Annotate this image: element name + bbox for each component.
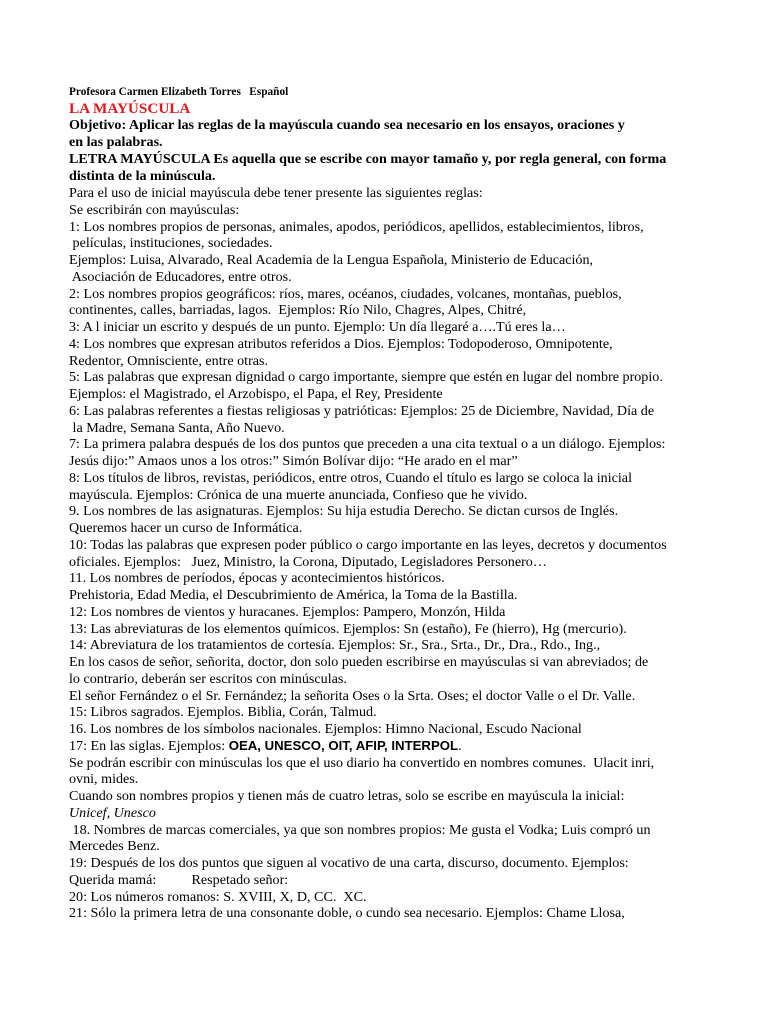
definition-line-2: distinta de la minúscula. bbox=[69, 168, 216, 184]
text-line: 2: Los nombres propios geográficos: ríos, mares, océanos, ciudades, volcanes, montañas, pueblos, bbox=[69, 285, 622, 302]
text-line: Querida mamá: Respetado señor: bbox=[69, 871, 289, 888]
siglas-acronyms: OEA, UNESCO, OIT, AFIP, INTERPOL bbox=[228, 737, 459, 753]
text-line: 3: A l iniciar un escrito y después de un punto. Ejemplo: Un día llegaré a….Tú eres la… bbox=[69, 319, 566, 335]
rules-body bbox=[69, 185, 749, 738]
text-line: Prehistoria, Edad Media, el Descubrimiento de América, la Toma de la Bastilla. bbox=[69, 587, 518, 603]
objective-line-1: Objetivo: Aplicar las reglas de la mayúscula cuando sea necesario en los ensayos, oraciones y bbox=[69, 117, 625, 133]
text-line: El señor Fernández o el Sr. Fernández; la señorita Oses o la Srta. Oses; el doctor Valle o el Dr. Valle. bbox=[69, 687, 636, 704]
text-line: En los casos de señor, señorita, doctor, don solo pueden escribirse en mayúsculas si van abreviados; de bbox=[69, 654, 649, 670]
text-line: la Madre, Semana Santa, Año Nuevo. bbox=[69, 419, 285, 436]
text-line: 12: Los nombres de vientos y huracanes. Ejemplos: Pampero, Monzón, Hilda bbox=[69, 603, 506, 620]
text-line: Jesús dijo:” Amaos unos a los otros:” Simón Bolívar dijo: “He arado en el mar” bbox=[69, 453, 518, 469]
text-line: Asociación de Educadores, entre otros. bbox=[69, 268, 292, 285]
text-line: Se escribirán con mayúsculas: bbox=[69, 201, 240, 218]
text-line: 5: Las palabras que expresan dignidad o cargo importante, siempre que estén en lugar del nombre propio. bbox=[69, 369, 663, 386]
text-line: Ejemplos: Luisa, Alvarado, Real Academia de la Lengua Española, Ministerio de Educación, bbox=[69, 252, 594, 268]
text-line: películas, instituciones, sociedades. bbox=[69, 235, 273, 252]
text-line: ovni, mides. bbox=[69, 771, 139, 788]
text-line: 16. Los nombres de los símbolos nacionales. Ejemplos: Himno Nacional, Escudo Nacional bbox=[69, 721, 582, 737]
text-line: 11. Los nombres de períodos, épocas y acontecimientos históricos. bbox=[69, 570, 445, 587]
rules-body-3 bbox=[69, 822, 749, 923]
siglas-suffix: . bbox=[458, 737, 462, 754]
siglas-prefix: 17: En las siglas. Ejemplos: bbox=[69, 737, 229, 754]
text-line: 1: Los nombres propios de personas, animales, apodos, periódicos, apellidos, establecimientos, libros, bbox=[69, 218, 644, 235]
text-line: lo contrario, deberán ser escritos con minúsculas. bbox=[69, 670, 347, 687]
text-line: 7: La primera palabra después de los dos puntos que preceden a una cita textual o a un diálogo. Ejemplos: bbox=[69, 436, 666, 453]
text-line: 13: Las abreviaturas de los elementos químicos. Ejemplos: Sn (estaño), Fe (hierro), Hg (mercurio). bbox=[69, 620, 627, 637]
objective-line-2: en las palabras. bbox=[69, 134, 163, 150]
text-line: 15: Libros sagrados. Ejemplos. Biblia, Corán, Talmud. bbox=[69, 704, 377, 721]
text-line: 9. Los nombres de las asignaturas. Ejemplos: Su hija estudia Derecho. Se dictan cursos de Inglés. bbox=[69, 503, 619, 520]
text-line: Redentor, Omnisciente, entre otras. bbox=[69, 352, 269, 369]
text-line: 19: Después de los dos puntos que siguen al vocativo de una carta, discurso, documento. Ejemplos: bbox=[69, 855, 629, 871]
text-line: Queremos hacer un curso de Informática. bbox=[69, 520, 303, 536]
text-line: continentes, calles, barriadas, lagos. Ejemplos: Río Nilo, Chagres, Alpes, Chitré, bbox=[69, 302, 527, 319]
text-line: 4: Los nombres que expresan atributos referidos a Dios. Ejemplos: Todopoderoso, Omnipotente, bbox=[69, 335, 613, 352]
text-line: Ejemplos: el Magistrado, el Arzobispo, el Papa, el Rey, Presidente bbox=[69, 386, 443, 402]
document-title: LA MAYÚSCULA bbox=[69, 100, 191, 117]
text-line: 8: Los títulos de libros, revistas, periódicos, entre otros, Cuando el título es largo se coloca la inicial bbox=[69, 469, 632, 486]
text-line: 21: Sólo la primera letra de una consonante doble, o cundo sea necesario. Ejemplos: Chame Llosa, bbox=[69, 905, 625, 922]
text-line: Mercedes Benz. bbox=[69, 838, 160, 855]
definition-line-1: LETRA MAYÚSCULA Es aquella que se escribe con mayor tamaño y, por regla general, con forma bbox=[69, 151, 667, 167]
text-line: 6: Las palabras referentes a fiestas religiosas y patrióticas: Ejemplos: 25 de Diciembre, Navidad, Día de bbox=[69, 402, 655, 419]
text-line: 20: Los números romanos: S. XVIII, X, D, CC. XC. bbox=[69, 888, 367, 905]
text-line: mayúscula. Ejemplos: Crónica de una muerte anunciada, Confieso que he vivido. bbox=[69, 486, 528, 503]
text-line: Se podrán escribir con minúsculas los que el uso diario ha convertido en nombres comunes. Ulacit inri, bbox=[69, 754, 655, 771]
text-line: 14: Abreviatura de los tratamientos de cortesía. Ejemplos: Sr., Sra., Srta., Dr., Dra., Rdo., Ing., bbox=[69, 637, 601, 654]
italic-example: Unicef, Unesco bbox=[69, 804, 156, 821]
text-line: 18. Nombres de marcas comerciales, ya que son nombres propios: Me gusta el Vodka; Luis compró un bbox=[69, 821, 651, 838]
text-line: Cuando son nombres propios y tienen más de cuatro letras, solo se escribe en mayúscula la inicial: bbox=[69, 788, 625, 804]
text-line: 10: Todas las palabras que expresen poder público o cargo importante en las leyes, decretos y documentos bbox=[69, 536, 667, 553]
author-line: Profesora Carmen Elizabeth Torres Español bbox=[69, 86, 289, 98]
rules-body-2 bbox=[69, 755, 749, 805]
text-line: Para el uso de inicial mayúscula debe tener presente las siguientes reglas: bbox=[69, 185, 483, 201]
text-line: oficiales. Ejemplos: Juez, Ministro, la Corona, Diputado, Legisladores Personero… bbox=[69, 553, 547, 570]
document-page bbox=[69, 84, 749, 922]
siglas-line bbox=[69, 738, 749, 755]
